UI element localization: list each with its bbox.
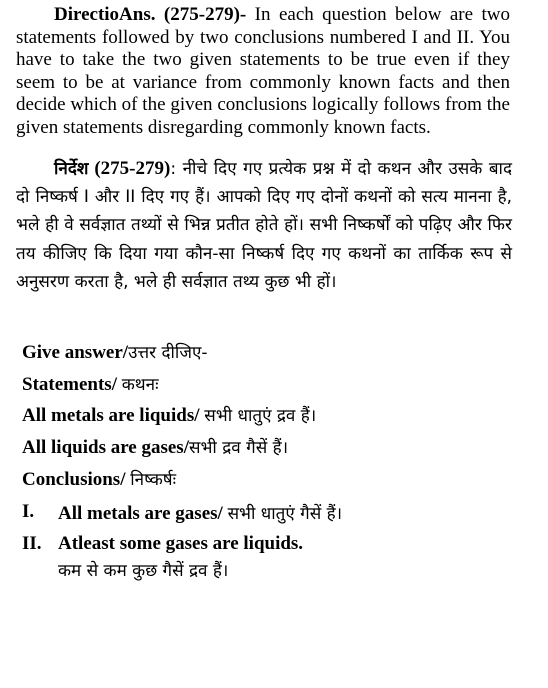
directions-english-body: In each question below are two statements followed by two conclusions numbered I and II. You have to take the two given statements to be true even if they seem to be at variance from commonly known facts and then decide which of the given conclusions logically follows from the given statements disregarding commonly known facts. [16,4,510,138]
statement-2-en: All liquids are gases/ [22,437,189,458]
conclusions-heading-hi: निष्कर्षः [130,470,177,490]
statements-heading-hi: कथनः [121,375,159,395]
directions-hindi [16,155,512,296]
statement-2 [22,435,288,459]
directions-hindi-lead-word: निर्देश [54,159,89,179]
statement-2-hi: सभी द्रव गैसें हैं। [188,438,289,458]
statements-heading [22,372,159,396]
directions-english-lead: DirectioAns. (275-279)- [54,4,247,25]
conclusion-1 [58,501,342,525]
directions-hindi-lead-number: (275-279) [88,158,171,179]
directions-hindi-lead [54,159,170,179]
directions-hindi-body: : नीचे दिए गए प्रत्येक प्रश्न में दो कथन और उसके बाद दो निष्कर्ष I और II दिए गए हैं। आपको दिए गए दोनों कथनों को सत्य मानना है, भले ही वे सर्वज्ञात तथ्यों से भिन्न प्रतीत होते हों। सभी निष्कर्षों को पढ़िए और फिर तय कीजिए कि दिया गया कौन-सा निष्कर्ष दिए गए कथनों का तार्किक रूप से अनुसरण करता है, भले ही सर्वज्ञात तथ्य कुछ भी हों। [16,159,512,292]
conclusion-2-en: Atleast some gases are liquids. [58,533,304,554]
give-answer-line [22,340,207,364]
statements-heading-en: Statements/ [22,374,122,395]
statement-1-en: All metals are liquids/ [22,405,205,426]
conclusions-heading-en: Conclusions/ [22,469,131,490]
conclusion-1-en: All metals are gases/ [58,503,228,524]
conclusion-2-numeral: II. [22,533,42,554]
directions-english [16,4,510,140]
statement-1 [22,403,316,427]
conclusion-1-hi: सभी धातुएं गैसें हैं। [227,504,343,524]
give-answer-en: Give answer/ [22,342,129,363]
conclusion-1-numeral: I. [22,501,35,522]
give-answer-hi: उत्तर दीजिए- [128,343,208,363]
conclusions-heading [22,467,176,491]
conclusion-2-hi: कम से कम कुछ गैसें द्रव हैं। [58,561,229,581]
statement-1-hi: सभी धातुएं द्रव हैं। [204,406,317,426]
